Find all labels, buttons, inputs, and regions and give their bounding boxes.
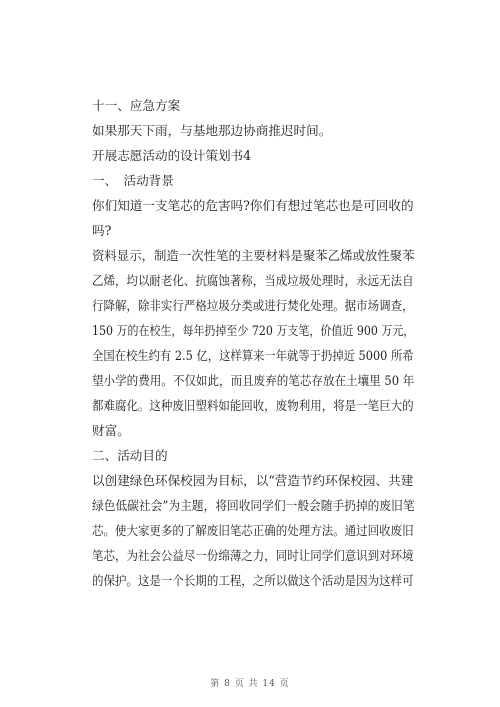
plan-title: 开展志愿活动的设计策划书4 bbox=[92, 148, 252, 163]
paragraph-line: 绿色低碳社会”为主题，将回收同学们一般会随手扔掉的废旧笔 bbox=[92, 498, 415, 513]
paragraph-line: 行降解，除非实行严格垃圾分类或进行焚化处理。据市场调查， bbox=[92, 298, 414, 313]
paragraph-line: 芯。使大家更多的了解废旧笔芯正确的处理方法。通过回收废旧 bbox=[92, 523, 414, 538]
paragraph-line: 资料显示，制造一次性笔的主要材料是聚苯乙烯或放性聚苯 bbox=[92, 248, 415, 263]
paragraph-line: 笔芯，为社会公益尽一份绵薄之力，同时让同学们意识到对环境 bbox=[92, 548, 414, 563]
heading-purpose: 二、活动目的 bbox=[92, 448, 168, 463]
paragraph-line: 你们知道一支笔芯的危害吗?你们有想过笔芯也是可回收的 bbox=[92, 198, 414, 213]
paragraph-line: 全国在校生约有 2.5 亿，这样算来一年就等于扔掉近 5000 所希 bbox=[92, 348, 414, 363]
paragraph-line: 财富。 bbox=[92, 423, 130, 438]
document-body bbox=[92, 93, 414, 593]
heading-contingency: 十一、应急方案 bbox=[92, 98, 181, 113]
contingency-text: 如果那天下雨，与基地那边协商推迟时间。 bbox=[92, 123, 332, 138]
data-paragraph bbox=[92, 243, 414, 443]
paragraph-line: 望小学的费用。不仅如此，而且废弃的笔芯存放在土壤里 50 年 bbox=[92, 373, 415, 388]
paragraph-line: 以创建绿色环保校园为目标，以“营造节约环保校园、共建 bbox=[92, 473, 414, 488]
paragraph-line: 150 万的在校生，每年扔掉至少 720 万支笔，价值近 900 万元， bbox=[92, 323, 415, 338]
question-paragraph bbox=[92, 193, 414, 243]
purpose-paragraph bbox=[92, 468, 414, 593]
paragraph-line: 吗? bbox=[92, 223, 112, 238]
paragraph-line: 的保护。这是一个长期的工程，之所以做这个活动是因为这样可 bbox=[92, 573, 414, 588]
paragraph-line: 乙烯，均以耐老化、抗腐蚀著称，当成垃圾处理时，永远无法自 bbox=[92, 273, 414, 288]
heading-background: 一、 活动背景 bbox=[92, 173, 174, 188]
page-number-footer: 第 8 页 共 14 页 bbox=[210, 679, 290, 689]
paragraph-line: 都难腐化。这种废旧塑料如能回收，废物利用，将是一笔巨大的 bbox=[92, 398, 414, 413]
